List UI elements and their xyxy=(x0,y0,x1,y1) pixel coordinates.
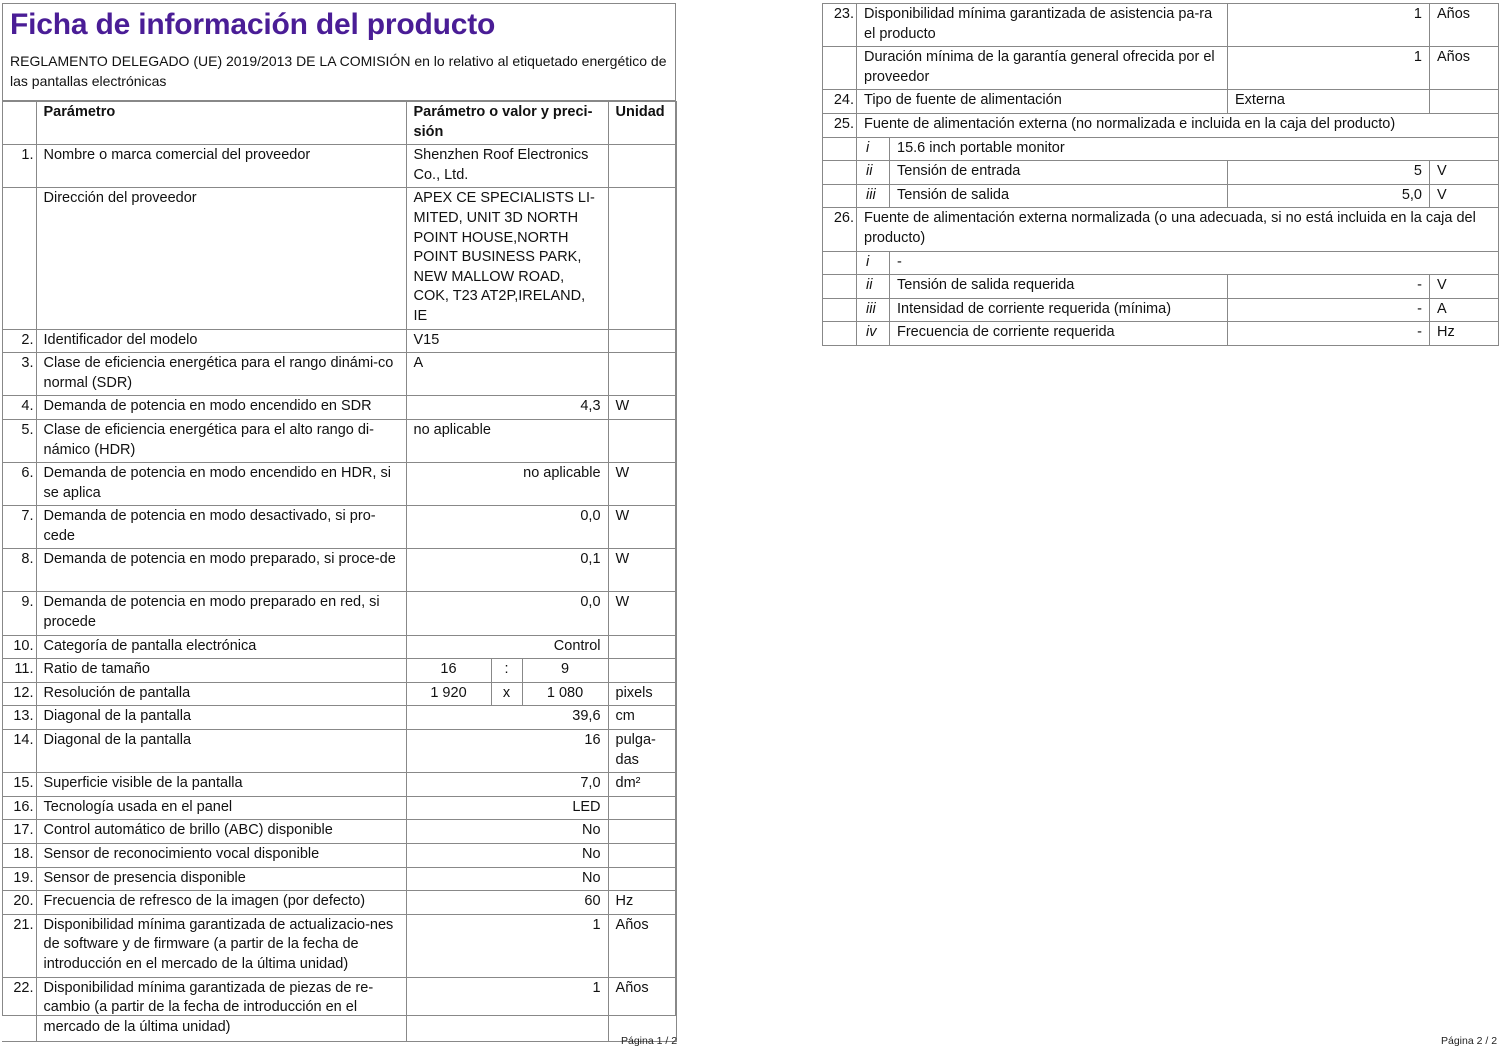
subrow-number: ii xyxy=(857,275,890,299)
row-unit xyxy=(608,353,676,396)
row-label: Demanda de potencia en modo preparado en red, si procede xyxy=(36,592,406,635)
row-number: 3. xyxy=(2,353,36,396)
table-subrow xyxy=(823,184,1499,208)
row-label: Diagonal de la pantalla xyxy=(36,706,406,730)
row-label: Disponibilidad mínima garantizada de actualizacio-nes de software y de firmware (a partir de la fecha de introducción en el mercado de la última unidad) xyxy=(36,914,406,977)
page-2 xyxy=(822,3,1498,346)
table-row xyxy=(823,47,1499,90)
row-unit: cm xyxy=(608,706,676,730)
row-label: Ratio de tamaño xyxy=(36,659,406,683)
row-number: 19. xyxy=(2,867,36,891)
subrow-number: iii xyxy=(857,298,890,322)
table-row xyxy=(2,773,676,797)
row-label: Superficie visible de la pantalla xyxy=(36,773,406,797)
row-label: Frecuencia de refresco de la imagen (por defecto) xyxy=(36,891,406,915)
row-number: 26. xyxy=(823,208,857,251)
row-number-empty xyxy=(823,137,857,161)
row-number-empty xyxy=(823,251,857,275)
table-row xyxy=(2,145,676,188)
subrow-unit: V xyxy=(1430,275,1499,299)
subrow-label: Tensión de salida xyxy=(890,184,1228,208)
row-value: Externa xyxy=(1228,90,1430,114)
row-label: Disponibilidad mínima garantizada de piezas de re-cambio (a partir de la fecha de introducción en el mercado de la última unidad) xyxy=(36,977,406,1041)
row-number xyxy=(2,188,36,329)
subrow-label: 15.6 inch portable monitor xyxy=(890,137,1499,161)
row-value: APEX CE SPECIALISTS LI-MITED, UNIT 3D NORTH POINT HOUSE,NORTH POINT BUSINESS PARK, NEW MALLOW ROAD, COK, T23 AT2P,IRELAND, IE xyxy=(406,188,608,329)
subrow-label: Tensión de entrada xyxy=(890,161,1228,185)
row-label: Duración mínima de la garantía general ofrecida por el proveedor xyxy=(857,47,1228,90)
subrow-number: iii xyxy=(857,184,890,208)
product-info-table xyxy=(2,101,677,1042)
table-subrow xyxy=(823,298,1499,322)
row-unit xyxy=(1430,90,1499,114)
table-row xyxy=(2,914,676,977)
row-value: No xyxy=(406,820,608,844)
subrow-number: ii xyxy=(857,161,890,185)
row-value: Control xyxy=(406,635,608,659)
row-label: Tipo de fuente de alimentación xyxy=(857,90,1228,114)
row-unit xyxy=(608,820,676,844)
table-row xyxy=(2,329,676,353)
row-value: no aplicable xyxy=(406,419,608,462)
row-value: LED xyxy=(406,796,608,820)
table-row xyxy=(2,820,676,844)
row-label: Categoría de pantalla electrónica xyxy=(36,635,406,659)
subrow-label: - xyxy=(890,251,1499,275)
row-unit: W xyxy=(608,396,676,420)
row-number: 8. xyxy=(2,549,36,592)
row-number: 14. xyxy=(2,730,36,773)
row-unit: Hz xyxy=(608,891,676,915)
subrow-value: 5 xyxy=(1228,161,1430,185)
row-unit: pixels xyxy=(608,682,676,706)
row-number: 6. xyxy=(2,463,36,506)
table-row xyxy=(2,506,676,549)
table-row xyxy=(2,977,676,1041)
row-value: 7,0 xyxy=(406,773,608,797)
row-label: Sensor de presencia disponible xyxy=(36,867,406,891)
page-footer-1: Página 1 / 2 xyxy=(621,1035,678,1047)
document-subtitle: REGLAMENTO DELEGADO (UE) 2019/2013 DE LA COMISIÓN en lo relativo al etiquetado energético de las pantallas electrónicas xyxy=(10,53,667,89)
row-number-empty xyxy=(823,298,857,322)
row-number: 17. xyxy=(2,820,36,844)
row-number: 18. xyxy=(2,844,36,868)
row-number: 15. xyxy=(2,773,36,797)
row-value: 60 xyxy=(406,891,608,915)
page-1 xyxy=(2,3,676,1035)
table-row xyxy=(2,396,676,420)
row-number: 13. xyxy=(2,706,36,730)
table-row xyxy=(2,682,676,706)
row-number: 4. xyxy=(2,396,36,420)
subrow-value: - xyxy=(1228,298,1430,322)
row-value: No xyxy=(406,844,608,868)
header-value: Parámetro o valor y preci-sión xyxy=(406,102,608,145)
row-label: Tecnología usada en el panel xyxy=(36,796,406,820)
table-row xyxy=(2,706,676,730)
row-number: 24. xyxy=(823,90,857,114)
row-label: Sensor de reconocimiento vocal disponible xyxy=(36,844,406,868)
row-number: 22. xyxy=(2,977,36,1041)
header-param: Parámetro xyxy=(36,102,406,145)
row-value: no aplicable xyxy=(406,463,608,506)
row-label: Identificador del modelo xyxy=(36,329,406,353)
row-value: V15 xyxy=(406,329,608,353)
row-number: 20. xyxy=(2,891,36,915)
row-unit: Años xyxy=(608,977,676,1041)
table-row xyxy=(823,90,1499,114)
row-value: A xyxy=(406,353,608,396)
row-unit xyxy=(608,635,676,659)
row-label: Disponibilidad mínima garantizada de asistencia pa-ra el producto xyxy=(857,4,1228,47)
row-number: 1. xyxy=(2,145,36,188)
resolution-separator: x xyxy=(491,682,522,706)
row-value: 0,1 xyxy=(406,549,608,592)
subrow-number: i xyxy=(857,137,890,161)
row-label: Fuente de alimentación externa (no normalizada e incluida en la caja del producto) xyxy=(857,113,1499,137)
subrow-value: - xyxy=(1228,275,1430,299)
row-value: 1 xyxy=(1228,47,1430,90)
row-number: 2. xyxy=(2,329,36,353)
row-number: 5. xyxy=(2,419,36,462)
row-unit xyxy=(608,844,676,868)
ratio-separator: : xyxy=(491,659,522,683)
row-label: Resolución de pantalla xyxy=(36,682,406,706)
table-subrow xyxy=(823,137,1499,161)
row-label: Clase de eficiencia energética para el rango dinámi-co normal (SDR) xyxy=(36,353,406,396)
table-row xyxy=(2,891,676,915)
subrow-label: Intensidad de corriente requerida (mínima) xyxy=(890,298,1228,322)
row-value: 0,0 xyxy=(406,592,608,635)
table-row xyxy=(2,188,676,329)
row-unit: Años xyxy=(1430,47,1499,90)
row-value: 1 xyxy=(1228,4,1430,47)
row-number: 21. xyxy=(2,914,36,977)
row-unit: dm² xyxy=(608,773,676,797)
row-number: 23. xyxy=(823,4,857,47)
row-value: Shenzhen Roof Electronics Co., Ltd. xyxy=(406,145,608,188)
row-unit: pulga-das xyxy=(608,730,676,773)
row-unit: W xyxy=(608,549,676,592)
row-number-empty xyxy=(823,184,857,208)
row-value: 1 xyxy=(406,914,608,977)
table-row xyxy=(2,549,676,592)
subrow-unit: Hz xyxy=(1430,322,1499,346)
row-unit xyxy=(608,145,676,188)
table-subrow xyxy=(823,275,1499,299)
header-unit: Unidad xyxy=(608,102,676,145)
table-row xyxy=(823,113,1499,137)
table-subrow xyxy=(823,251,1499,275)
row-label: Fuente de alimentación externa normalizada (o una adecuada, si no está incluida en la caja del producto) xyxy=(857,208,1499,251)
row-number-empty xyxy=(823,275,857,299)
row-number: 9. xyxy=(2,592,36,635)
row-number: 16. xyxy=(2,796,36,820)
subrow-unit: V xyxy=(1430,161,1499,185)
subrow-unit: V xyxy=(1430,184,1499,208)
row-label: Control automático de brillo (ABC) disponible xyxy=(36,820,406,844)
row-unit xyxy=(608,659,676,683)
resolution-width: 1 920 xyxy=(406,682,491,706)
row-number: 10. xyxy=(2,635,36,659)
subrow-value: 5,0 xyxy=(1228,184,1430,208)
row-value: 0,0 xyxy=(406,506,608,549)
subrow-label: Tensión de salida requerida xyxy=(890,275,1228,299)
document-header xyxy=(3,4,675,101)
table-row xyxy=(2,796,676,820)
row-unit: Años xyxy=(1430,4,1499,47)
table-row xyxy=(823,208,1499,251)
ratio-height: 9 xyxy=(522,659,608,683)
row-value: 16 xyxy=(406,730,608,773)
table-row xyxy=(2,592,676,635)
table-row xyxy=(823,4,1499,47)
row-unit: W xyxy=(608,506,676,549)
row-label: Diagonal de la pantalla xyxy=(36,730,406,773)
row-unit: W xyxy=(608,592,676,635)
subrow-unit: A xyxy=(1430,298,1499,322)
row-unit: W xyxy=(608,463,676,506)
subrow-number: iv xyxy=(857,322,890,346)
row-label: Demanda de potencia en modo desactivado, si pro-cede xyxy=(36,506,406,549)
table-subrow xyxy=(823,322,1499,346)
table-row xyxy=(2,659,676,683)
row-number: 12. xyxy=(2,682,36,706)
row-number-empty xyxy=(823,322,857,346)
table-header-row xyxy=(2,102,676,145)
table-row xyxy=(2,419,676,462)
subrow-number: i xyxy=(857,251,890,275)
row-unit xyxy=(608,796,676,820)
page-footer-2: Página 2 / 2 xyxy=(1441,1035,1498,1047)
subrow-label: Frecuencia de corriente requerida xyxy=(890,322,1228,346)
table-row xyxy=(2,463,676,506)
row-number: 7. xyxy=(2,506,36,549)
row-unit xyxy=(608,419,676,462)
document-title: Ficha de información del producto xyxy=(10,8,496,41)
table-subrow xyxy=(823,161,1499,185)
row-label: Nombre o marca comercial del proveedor xyxy=(36,145,406,188)
row-value: No xyxy=(406,867,608,891)
row-unit xyxy=(608,867,676,891)
row-number: 25. xyxy=(823,113,857,137)
row-label: Clase de eficiencia energética para el alto rango di-námico (HDR) xyxy=(36,419,406,462)
row-label: Dirección del proveedor xyxy=(36,188,406,329)
row-value: 39,6 xyxy=(406,706,608,730)
row-number-empty xyxy=(823,161,857,185)
row-value: 4,3 xyxy=(406,396,608,420)
table-row xyxy=(2,730,676,773)
product-info-table-continued xyxy=(822,3,1499,346)
table-row xyxy=(2,844,676,868)
row-label: Demanda de potencia en modo encendido en SDR xyxy=(36,396,406,420)
row-label: Demanda de potencia en modo preparado, si proce-de xyxy=(36,549,406,592)
row-value: 1 xyxy=(406,977,608,1041)
row-unit xyxy=(608,188,676,329)
row-number xyxy=(823,47,857,90)
row-number: 11. xyxy=(2,659,36,683)
table-row xyxy=(2,867,676,891)
resolution-height: 1 080 xyxy=(522,682,608,706)
row-label: Demanda de potencia en modo encendido en HDR, si se aplica xyxy=(36,463,406,506)
table-row xyxy=(2,635,676,659)
subrow-value: - xyxy=(1228,322,1430,346)
header-number-cell xyxy=(2,102,36,145)
table-row xyxy=(2,353,676,396)
ratio-width: 16 xyxy=(406,659,491,683)
row-unit: Años xyxy=(608,914,676,977)
row-unit xyxy=(608,329,676,353)
